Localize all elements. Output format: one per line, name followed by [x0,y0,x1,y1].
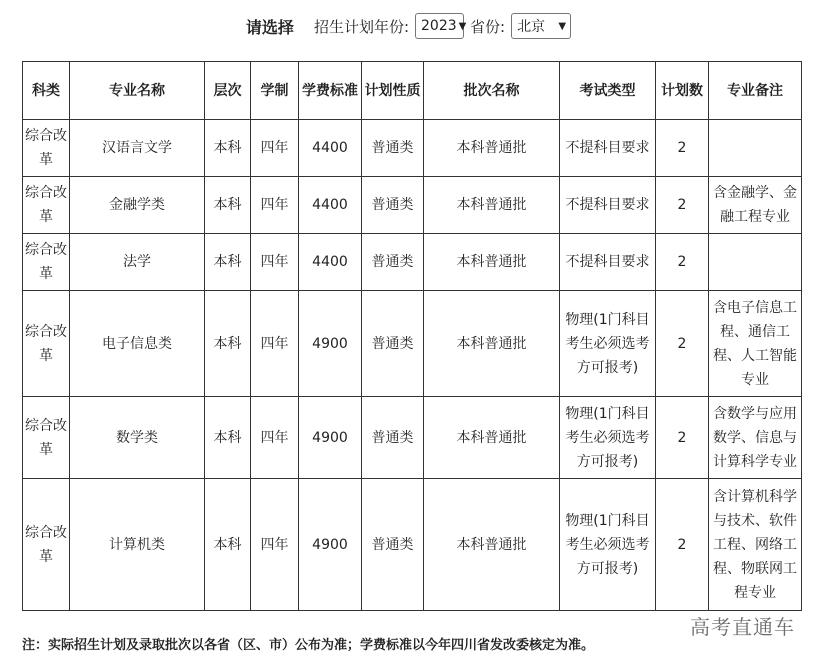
table-cell: 本科 [205,397,251,479]
table-cell: 普通类 [362,479,424,611]
table-cell: 2 [656,120,709,177]
table-cell: 4900 [299,291,362,397]
table-cell: 物理(1门科目考生必须选考方可报考) [560,397,656,479]
table-cell: 4400 [299,120,362,177]
table-cell: 普通类 [362,120,424,177]
column-header: 学费标准 [299,62,362,120]
chevron-down-icon: ▼ [558,20,567,32]
table-cell: 本科普通批 [424,177,560,234]
table-cell: 四年 [251,234,299,291]
table-cell: 综合改革 [23,120,70,177]
table-cell: 2 [656,291,709,397]
column-header: 专业名称 [70,62,205,120]
table-cell: 综合改革 [23,234,70,291]
watermark-logo: 高考直通车 [690,615,795,639]
table-cell: 本科 [205,234,251,291]
table-cell: 本科 [205,120,251,177]
table-cell: 普通类 [362,291,424,397]
chevron-down-icon: ▼ [458,20,467,32]
table-cell: 不提科目要求 [560,120,656,177]
table-cell: 本科普通批 [424,397,560,479]
table-cell: 不提科目要求 [560,177,656,234]
table-cell: 不提科目要求 [560,234,656,291]
table-cell: 四年 [251,479,299,611]
column-header: 计划数 [656,62,709,120]
table-cell: 物理(1门科目考生必须选考方可报考) [560,291,656,397]
table-row [23,120,802,177]
column-header: 层次 [205,62,251,120]
filter-bar [0,10,823,42]
year-select[interactable] [415,13,467,39]
table-cell: 汉语言文学 [70,120,205,177]
table-cell: 综合改革 [23,177,70,234]
table-cell: 2 [656,397,709,479]
table-row [23,177,802,234]
table-cell: 数学类 [70,397,205,479]
table-cell: 综合改革 [23,479,70,611]
table-row [23,397,802,479]
table-cell: 综合改革 [23,397,70,479]
table-cell: 2 [656,479,709,611]
enrollment-plan-table [22,61,802,611]
table-cell: 本科普通批 [424,291,560,397]
table-cell: 本科 [205,479,251,611]
table-cell: 四年 [251,397,299,479]
table-cell: 含计算机科学与技术、软件工程、网络工程、物联网工程专业 [709,479,802,611]
table-cell: 四年 [251,177,299,234]
table-cell: 本科普通批 [424,120,560,177]
table-cell: 含电子信息工程、通信工程、人工智能专业 [709,291,802,397]
table-cell: 普通类 [362,234,424,291]
table-cell: 法学 [70,234,205,291]
column-header: 科类 [23,62,70,120]
table-cell: 含金融学、金融工程专业 [709,177,802,234]
column-header: 计划性质 [362,62,424,120]
table-cell: 四年 [251,120,299,177]
table-cell [709,234,802,291]
table-cell: 本科 [205,177,251,234]
table-cell: 4400 [299,177,362,234]
filter-title: 请选择 [245,17,294,37]
table-cell [709,120,802,177]
column-header: 考试类型 [560,62,656,120]
year-select-value: 2023 [421,18,457,34]
table-cell: 物理(1门科目考生必须选考方可报考) [560,479,656,611]
table-cell: 4900 [299,479,362,611]
table-cell: 本科普通批 [424,234,560,291]
table-cell: 计算机类 [70,479,205,611]
table-row [23,234,802,291]
province-select-value: 北京 [517,19,546,35]
table-cell: 4900 [299,397,362,479]
table-cell: 综合改革 [23,291,70,397]
table-row [23,479,802,611]
column-header: 专业备注 [709,62,802,120]
table-cell: 普通类 [362,177,424,234]
column-header: 批次名称 [424,62,560,120]
table-cell: 含数学与应用数学、信息与计算科学专业 [709,397,802,479]
table-row [23,291,802,397]
column-header: 学制 [251,62,299,120]
footnote: 注：实际招生计划及录取批次以各省（区、市）公布为准；学费标准以今年四川省发改委核定为准。 [22,638,595,653]
year-label: 招生计划年份: [313,17,409,36]
table-cell: 本科普通批 [424,479,560,611]
table-cell: 4400 [299,234,362,291]
province-label: 省份: [470,17,506,36]
table-cell: 2 [656,177,709,234]
province-select[interactable] [511,13,571,39]
table-cell: 金融学类 [70,177,205,234]
table-cell: 2 [656,234,709,291]
table-cell: 本科 [205,291,251,397]
table-cell: 普通类 [362,397,424,479]
table-header-row [23,62,802,120]
table-cell: 电子信息类 [70,291,205,397]
table-cell: 四年 [251,291,299,397]
